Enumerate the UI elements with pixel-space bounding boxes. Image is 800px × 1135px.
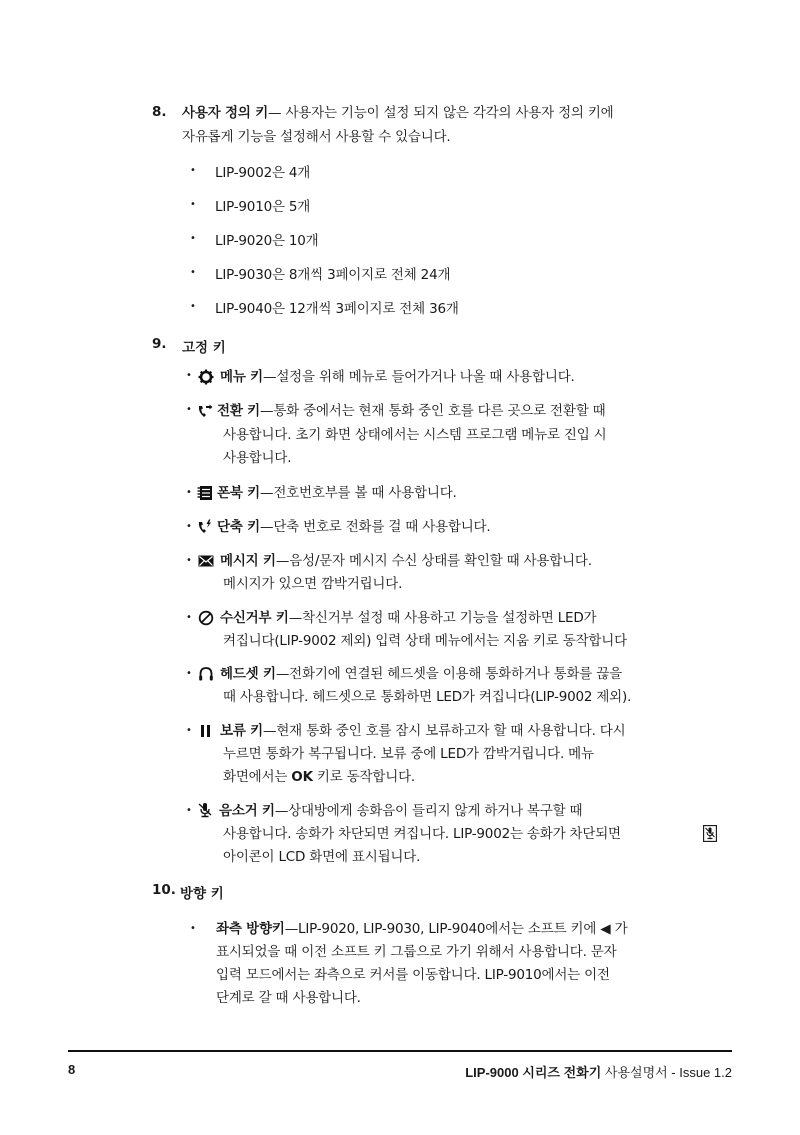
- key-text: 사용합니다. 초기 화면 상태에서는 시스템 프로그램 메뉴로 진입 시: [223, 427, 607, 443]
- list-item: LIP-9040은 12개씩 3페이지로 전체 36개: [215, 301, 459, 317]
- key-text: 켜집니다(LIP-9002 제외) 입력 상태 메뉴에서는 지움 키로 동작합니다: [223, 633, 627, 649]
- page-number: 8: [68, 1062, 76, 1077]
- headset-key-desc: [220, 663, 622, 685]
- key-name: 헤드셋 키: [220, 666, 276, 682]
- phonebook-key-desc: [217, 482, 457, 504]
- do-not-disturb-icon: [198, 610, 214, 626]
- key-name: 폰북 키: [217, 485, 261, 501]
- section-10-number: 10.: [152, 882, 176, 898]
- key-text: —음성/문자 메시지 수신 상태를 확인할 때 사용합니다.: [275, 553, 592, 569]
- hold-icon: [198, 723, 214, 739]
- key-text: —단축 번호로 전화를 걸 때 사용합니다.: [260, 519, 491, 535]
- key-name: 음소거 키: [219, 803, 275, 819]
- bullet-dot: •: [186, 370, 192, 381]
- headset-icon: [198, 666, 214, 682]
- speed-dial-icon: [197, 519, 213, 535]
- bullet-dot: •: [190, 267, 196, 278]
- key-text: 표시되었을 때 이전 소프트 키 그룹으로 가기 위해서 사용합니다. 문자: [216, 944, 617, 960]
- list-item: LIP-9030은 8개씩 3페이지로 전체 24개: [215, 267, 451, 283]
- bullet-dot: •: [190, 923, 196, 934]
- key-name: 메뉴 키: [220, 369, 264, 385]
- bullet-dot: •: [186, 487, 192, 498]
- left-arrow-key-desc: [216, 918, 627, 940]
- footer-title: [465, 1062, 732, 1081]
- bullet-dot: •: [186, 521, 192, 532]
- key-text: —착신거부 설정 때 사용하고 기능을 설정하면 LED가: [288, 610, 597, 626]
- section-10-title: 방향 키: [180, 886, 224, 902]
- key-name: 보류 키: [220, 723, 264, 739]
- key-text: 화면에서는: [223, 769, 292, 785]
- section-8-text: 사용자는 기능이 설정 되지 않은 각각의 사용자 정의 키에: [281, 105, 614, 121]
- section-8-line-1: [182, 102, 614, 124]
- ok-key-label: OK: [291, 769, 313, 785]
- section-9-number: 9.: [152, 336, 167, 352]
- key-text: —설정을 위해 메뉴로 들어가거나 나올 때 사용합니다.: [263, 369, 575, 385]
- mute-mic-icon: [197, 802, 213, 818]
- key-text: —통화 중에서는 현재 통화 중인 호를 다른 곳으로 전환할 때: [260, 403, 606, 419]
- message-key-desc: [220, 550, 592, 572]
- bullet-dot: •: [190, 165, 196, 176]
- bullet-dot: •: [186, 668, 192, 679]
- call-transfer-icon: [197, 403, 213, 419]
- section-8-title: 사용자 정의 키: [182, 105, 269, 121]
- key-text: —현재 통화 중인 호를 잠시 보류하고자 할 때 사용합니다. 다시: [263, 723, 626, 739]
- section-8-line-2: 자유롭게 기능을 설정해서 사용할 수 있습니다.: [182, 129, 451, 145]
- bullet-dot: •: [190, 199, 196, 210]
- key-text: 키로 동작합니다.: [312, 769, 416, 785]
- key-text: 아이콘이 LCD 화면에 표시됩니다.: [223, 849, 421, 865]
- bullet-dot: •: [186, 725, 192, 736]
- key-text: —전화기에 연결된 헤드셋을 이용해 통화하거나 통화를 끊을: [275, 666, 622, 682]
- key-text: 입력 모드에서는 좌측으로 커서를 이동합니다. LIP-9010에서는 이전: [216, 967, 610, 983]
- key-text: 단계로 갈 때 사용합니다.: [216, 990, 361, 1006]
- key-name: 전환 키: [217, 403, 261, 419]
- key-text: —전호번호부를 볼 때 사용합니다.: [260, 485, 457, 501]
- key-text: 사용합니다.: [223, 450, 292, 466]
- phonebook-icon: [197, 485, 213, 501]
- section-8-number: 8.: [152, 104, 167, 120]
- key-name: 수신거부 키: [220, 610, 289, 626]
- bullet-dot: •: [186, 805, 192, 816]
- footer-issue: 사용설명서 - Issue 1.2: [601, 1065, 732, 1080]
- list-item: LIP-9002은 4개: [215, 165, 311, 181]
- mute-key-desc: [219, 800, 582, 822]
- gear-icon: [198, 369, 214, 385]
- envelope-icon: [198, 553, 214, 569]
- key-name: 좌측 방향키: [216, 921, 285, 937]
- key-text: 누르면 통화가 복구됩니다. 보류 중에 LED가 깜박거립니다. 메뉴: [223, 746, 594, 762]
- key-text: —LIP-9020, LIP-9030, LIP-9040에서는 소프트 키에 ◀ 가: [284, 921, 628, 937]
- list-item: LIP-9010은 5개: [215, 199, 311, 215]
- key-name: 메시지 키: [220, 553, 276, 569]
- key-name: 단축 키: [217, 519, 261, 535]
- list-item: LIP-9020은 10개: [215, 233, 319, 249]
- hold-key-desc: [220, 720, 625, 742]
- key-text: 때 사용합니다. 헤드셋으로 통화하면 LED가 켜집니다(LIP-9002 제외).: [223, 689, 632, 705]
- menu-key-desc: [220, 366, 575, 388]
- footer-product: LIP-9000 시리즈 전화기: [465, 1065, 602, 1080]
- section-9-title: 고정 키: [182, 340, 226, 356]
- hold-key-line-3: [223, 766, 415, 788]
- bullet-dot: •: [186, 612, 192, 623]
- mute-lcd-icon: [703, 825, 717, 842]
- transfer-key-desc: [217, 400, 606, 422]
- bullet-dot: •: [186, 404, 192, 415]
- key-text: 메시지가 있으면 깜박거립니다.: [223, 576, 403, 592]
- speed-dial-key-desc: [217, 516, 491, 538]
- key-text: 사용합니다. 송화가 차단되면 켜집니다. LIP-9002는 송화가 차단되면: [223, 826, 621, 842]
- dash: —: [268, 105, 282, 121]
- footer-divider: [68, 1050, 732, 1052]
- dnd-key-desc: [220, 607, 596, 629]
- bullet-dot: •: [186, 555, 192, 566]
- bullet-dot: •: [190, 233, 196, 244]
- bullet-dot: •: [190, 301, 196, 312]
- key-text: —상대방에게 송화음이 들리지 않게 하거나 복구할 때: [274, 803, 583, 819]
